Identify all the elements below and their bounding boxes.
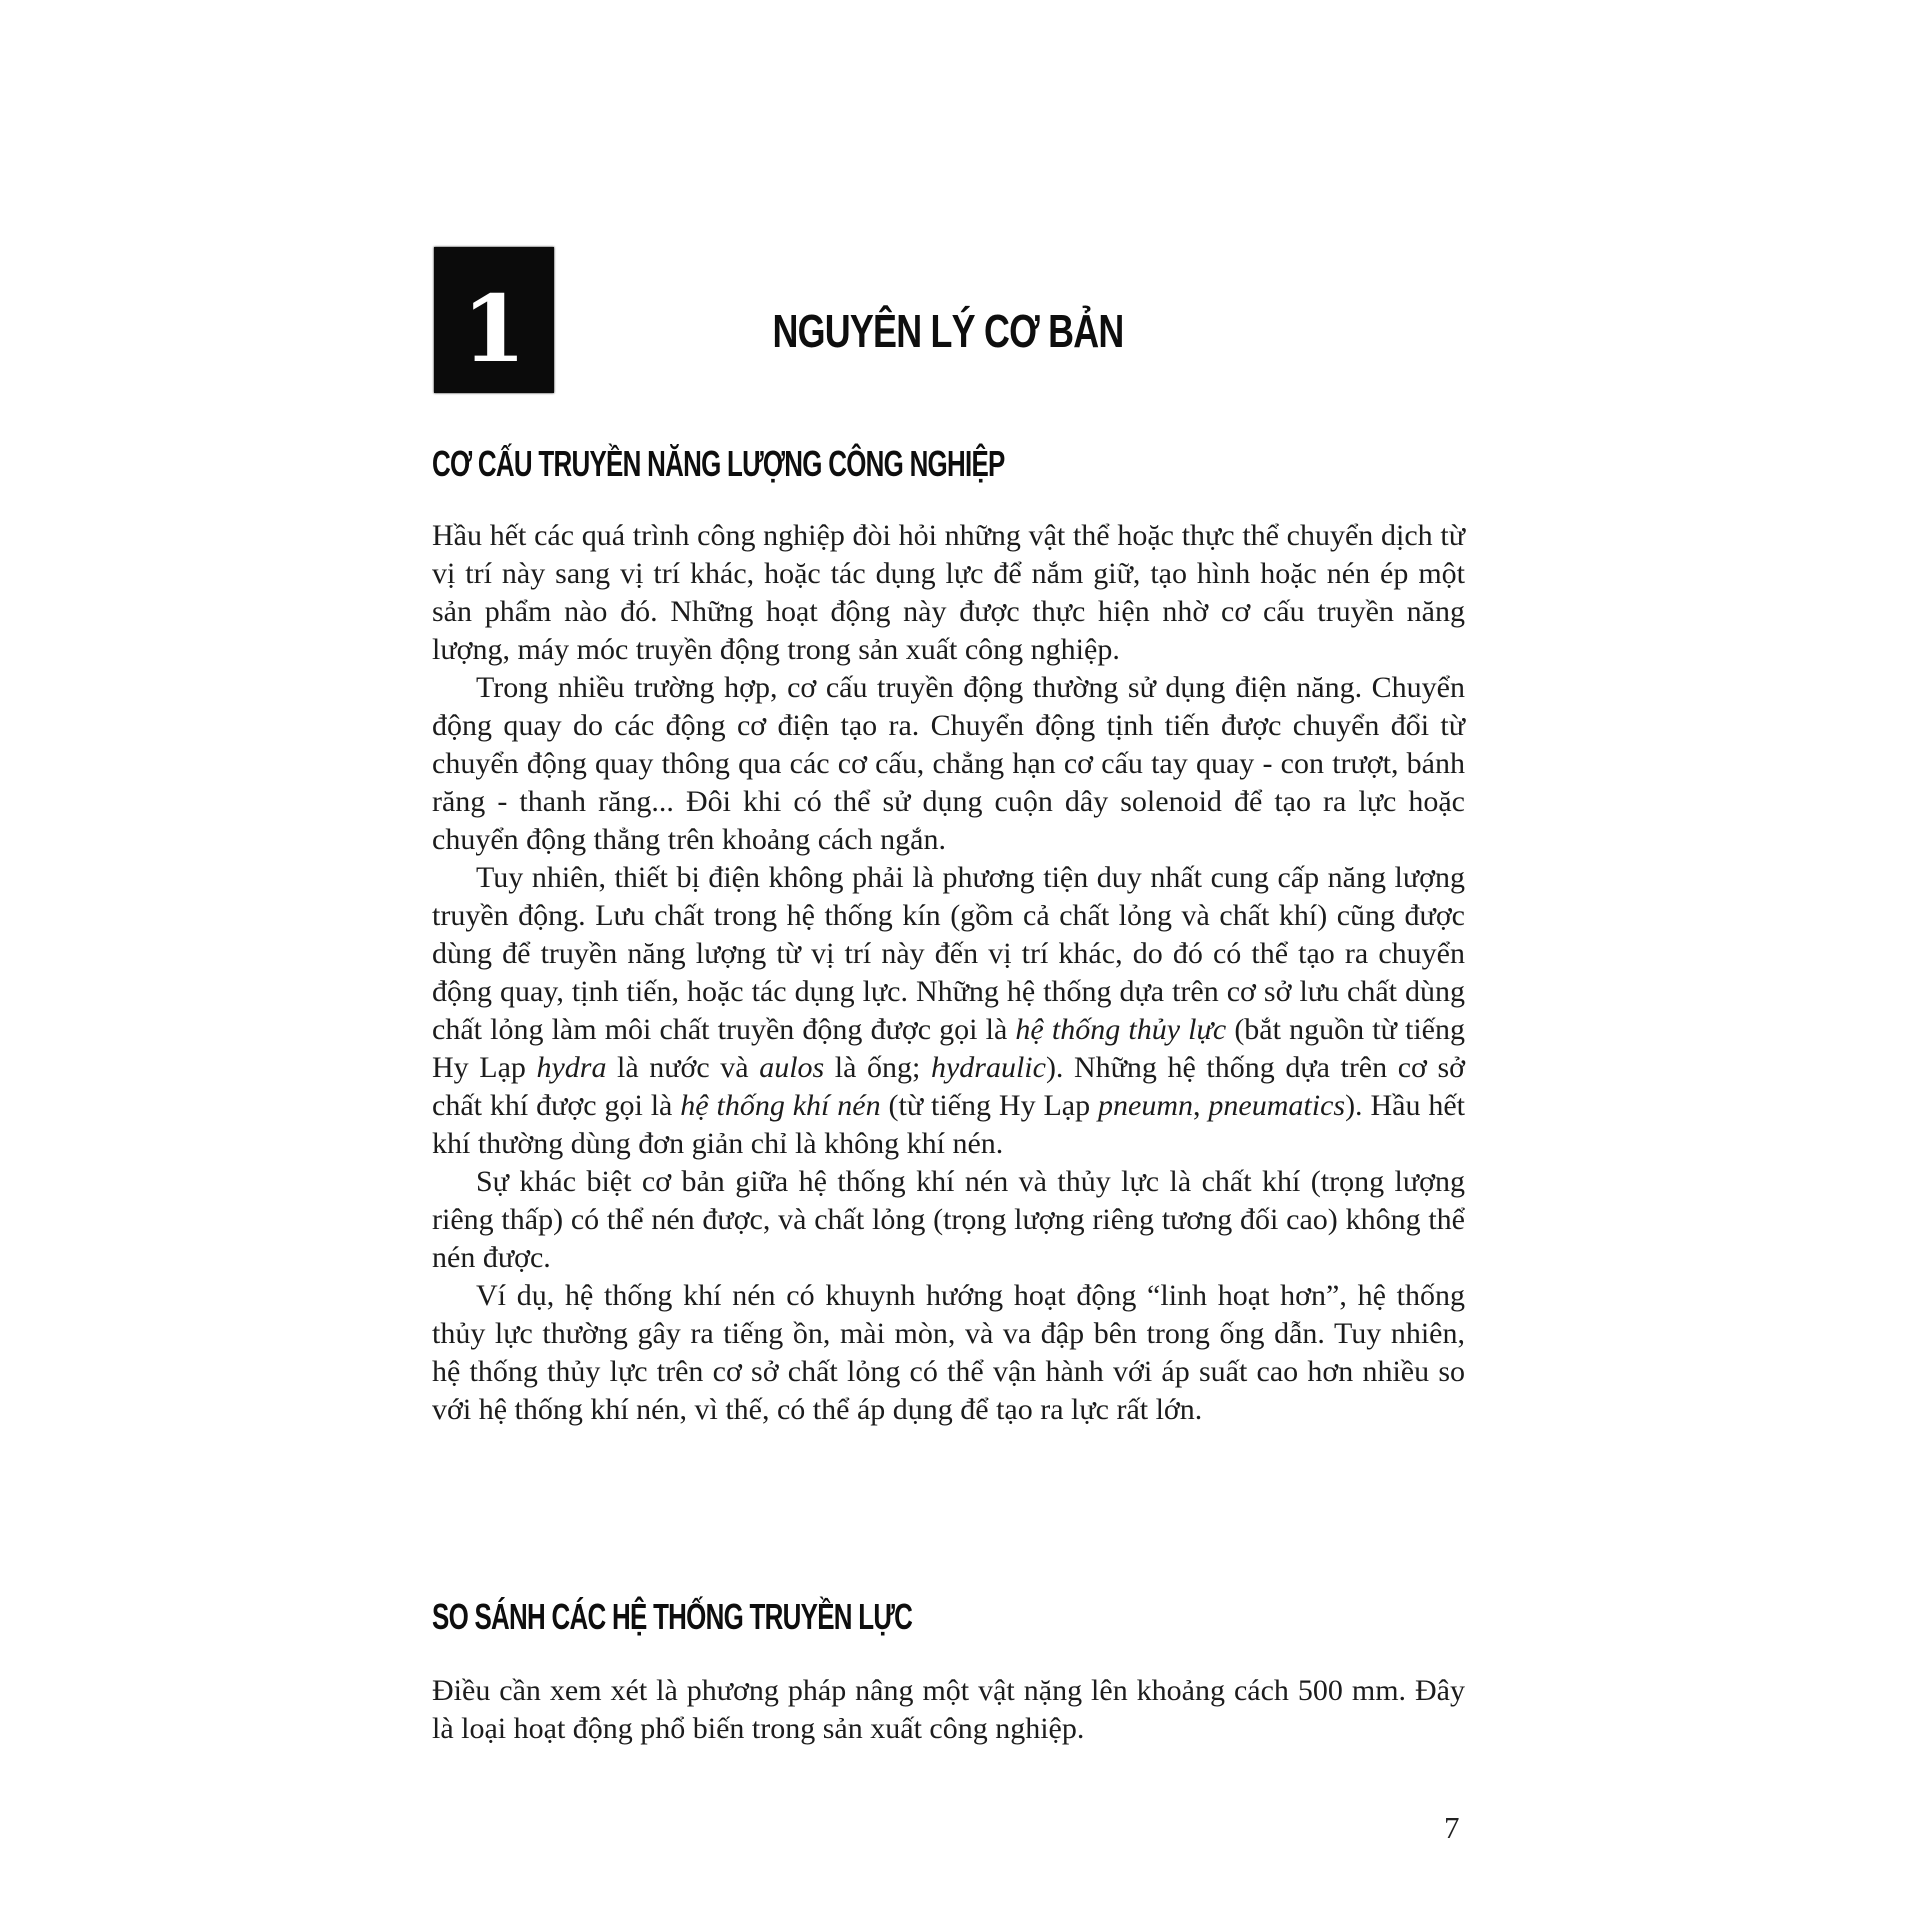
text-segment: là nước và	[606, 1051, 760, 1084]
italic-term: hệ thống thủy lực	[1015, 1013, 1227, 1046]
text-segment: Điều cần xem xét là phương pháp nâng một vật nặng lên khoảng cách 500 mm. Đây là loại hoạt động phổ biến trong sản xuất công nghiệp.	[432, 1674, 1465, 1745]
text-segment: Tuy nhiên, thiết bị điện không phải là phương tiện duy nhất cung cấp năng lượng truyền động. Lưu chất trong hệ thống kín (gồm cả chất lỏng và chất khí) cũng được dùng để truyền năng lượng từ vị trí này đến vị trí khác, do đó có thể tạo ra chuyển động quay, tịnh tiến, hoặc tác dụng lực. Những hệ thống dựa trên cơ sở lưu chất dùng chất lỏng làm môi chất truyền động được gọi là	[432, 861, 1465, 1046]
section-body-energy-transmission	[432, 517, 1465, 1429]
paragraph	[432, 669, 1465, 859]
text-segment: ,	[1193, 1089, 1209, 1122]
italic-term: pneumatics	[1208, 1089, 1346, 1122]
text-segment: (bắt nguồn từ tiếng Hy Lạp	[432, 1013, 1465, 1084]
text-segment: là ống;	[824, 1051, 931, 1084]
section-heading-energy-transmission: CƠ CẤU TRUYỀN NĂNG LƯỢNG CÔNG NGHIỆP	[432, 443, 1005, 484]
italic-term: hydra	[536, 1051, 607, 1084]
page-number: 7	[1444, 1810, 1460, 1845]
text-segment: Ví dụ, hệ thống khí nén có khuynh hướng hoạt động “linh hoạt hơn”, hệ thống thủy lực thường gây ra tiếng ồn, mài mòn, và va đập bên trong ống dẫn. Tuy nhiên, hệ thống thủy lực trên cơ sở chất lỏng có thể vận hành với áp suất cao hơn nhiều so với hệ thống khí nén, vì thế, có thể áp dụng để tạo ra lực rất lớn.	[432, 1279, 1465, 1426]
italic-term: hydraulic	[930, 1051, 1046, 1084]
text-segment: (từ tiếng Hy Lạp	[880, 1089, 1099, 1122]
text-segment: ). Hầu hết khí thường dùng đơn giản chỉ là không khí nén.	[432, 1089, 1465, 1160]
paragraph	[432, 1672, 1465, 1748]
paragraph	[432, 517, 1465, 669]
section-body-power-system-comparison	[432, 1672, 1465, 1748]
italic-term: pneumn	[1098, 1089, 1194, 1122]
italic-term: aulos	[759, 1051, 825, 1084]
paragraph	[432, 859, 1465, 1163]
italic-term: hệ thống khí nén	[680, 1089, 881, 1122]
paragraph	[432, 1277, 1465, 1429]
section-heading-power-system-comparison: SO SÁNH CÁC HỆ THỐNG TRUYỀN LỰC	[432, 1596, 913, 1637]
text-segment: Sự khác biệt cơ bản giữa hệ thống khí nén và thủy lực là chất khí (trọng lượng riêng thấp) có thể nén được, và chất lỏng (trọng lượng riêng tương đối cao) không thể nén được.	[432, 1165, 1465, 1274]
chapter-number: 1	[461, 275, 526, 383]
text-segment: Hầu hết các quá trình công nghiệp đòi hỏi những vật thể hoặc thực thể chuyển dịch từ vị trí này sang vị trí khác, hoặc tác dụng lực để nắm giữ, tạo hình hoặc nén ép một sản phẩm nào đó. Những hoạt động này được thực hiện nhờ cơ cấu truyền năng lượng, máy móc truyền động trong sản xuất công nghiệp.	[432, 519, 1465, 666]
chapter-title: NGUYÊN LÝ CƠ BẢN	[772, 305, 1125, 357]
text-segment: Trong nhiều trường hợp, cơ cấu truyền động thường sử dụng điện năng. Chuyển động quay do các động cơ điện tạo ra. Chuyển động tịnh tiến được chuyển đổi từ chuyển động quay thông qua các cơ cấu, chẳng hạn cơ cấu tay quay - con trượt, bánh răng - thanh răng... Đôi khi có thể sử dụng cuộn dây solenoid để tạo ra lực hoặc chuyển động thẳng trên khoảng cách ngắn.	[432, 671, 1465, 856]
text-segment: ). Những hệ thống dựa trên cơ sở chất khí được gọi là	[432, 1051, 1465, 1122]
paragraph	[432, 1163, 1465, 1277]
chapter-title-row	[432, 305, 1465, 357]
